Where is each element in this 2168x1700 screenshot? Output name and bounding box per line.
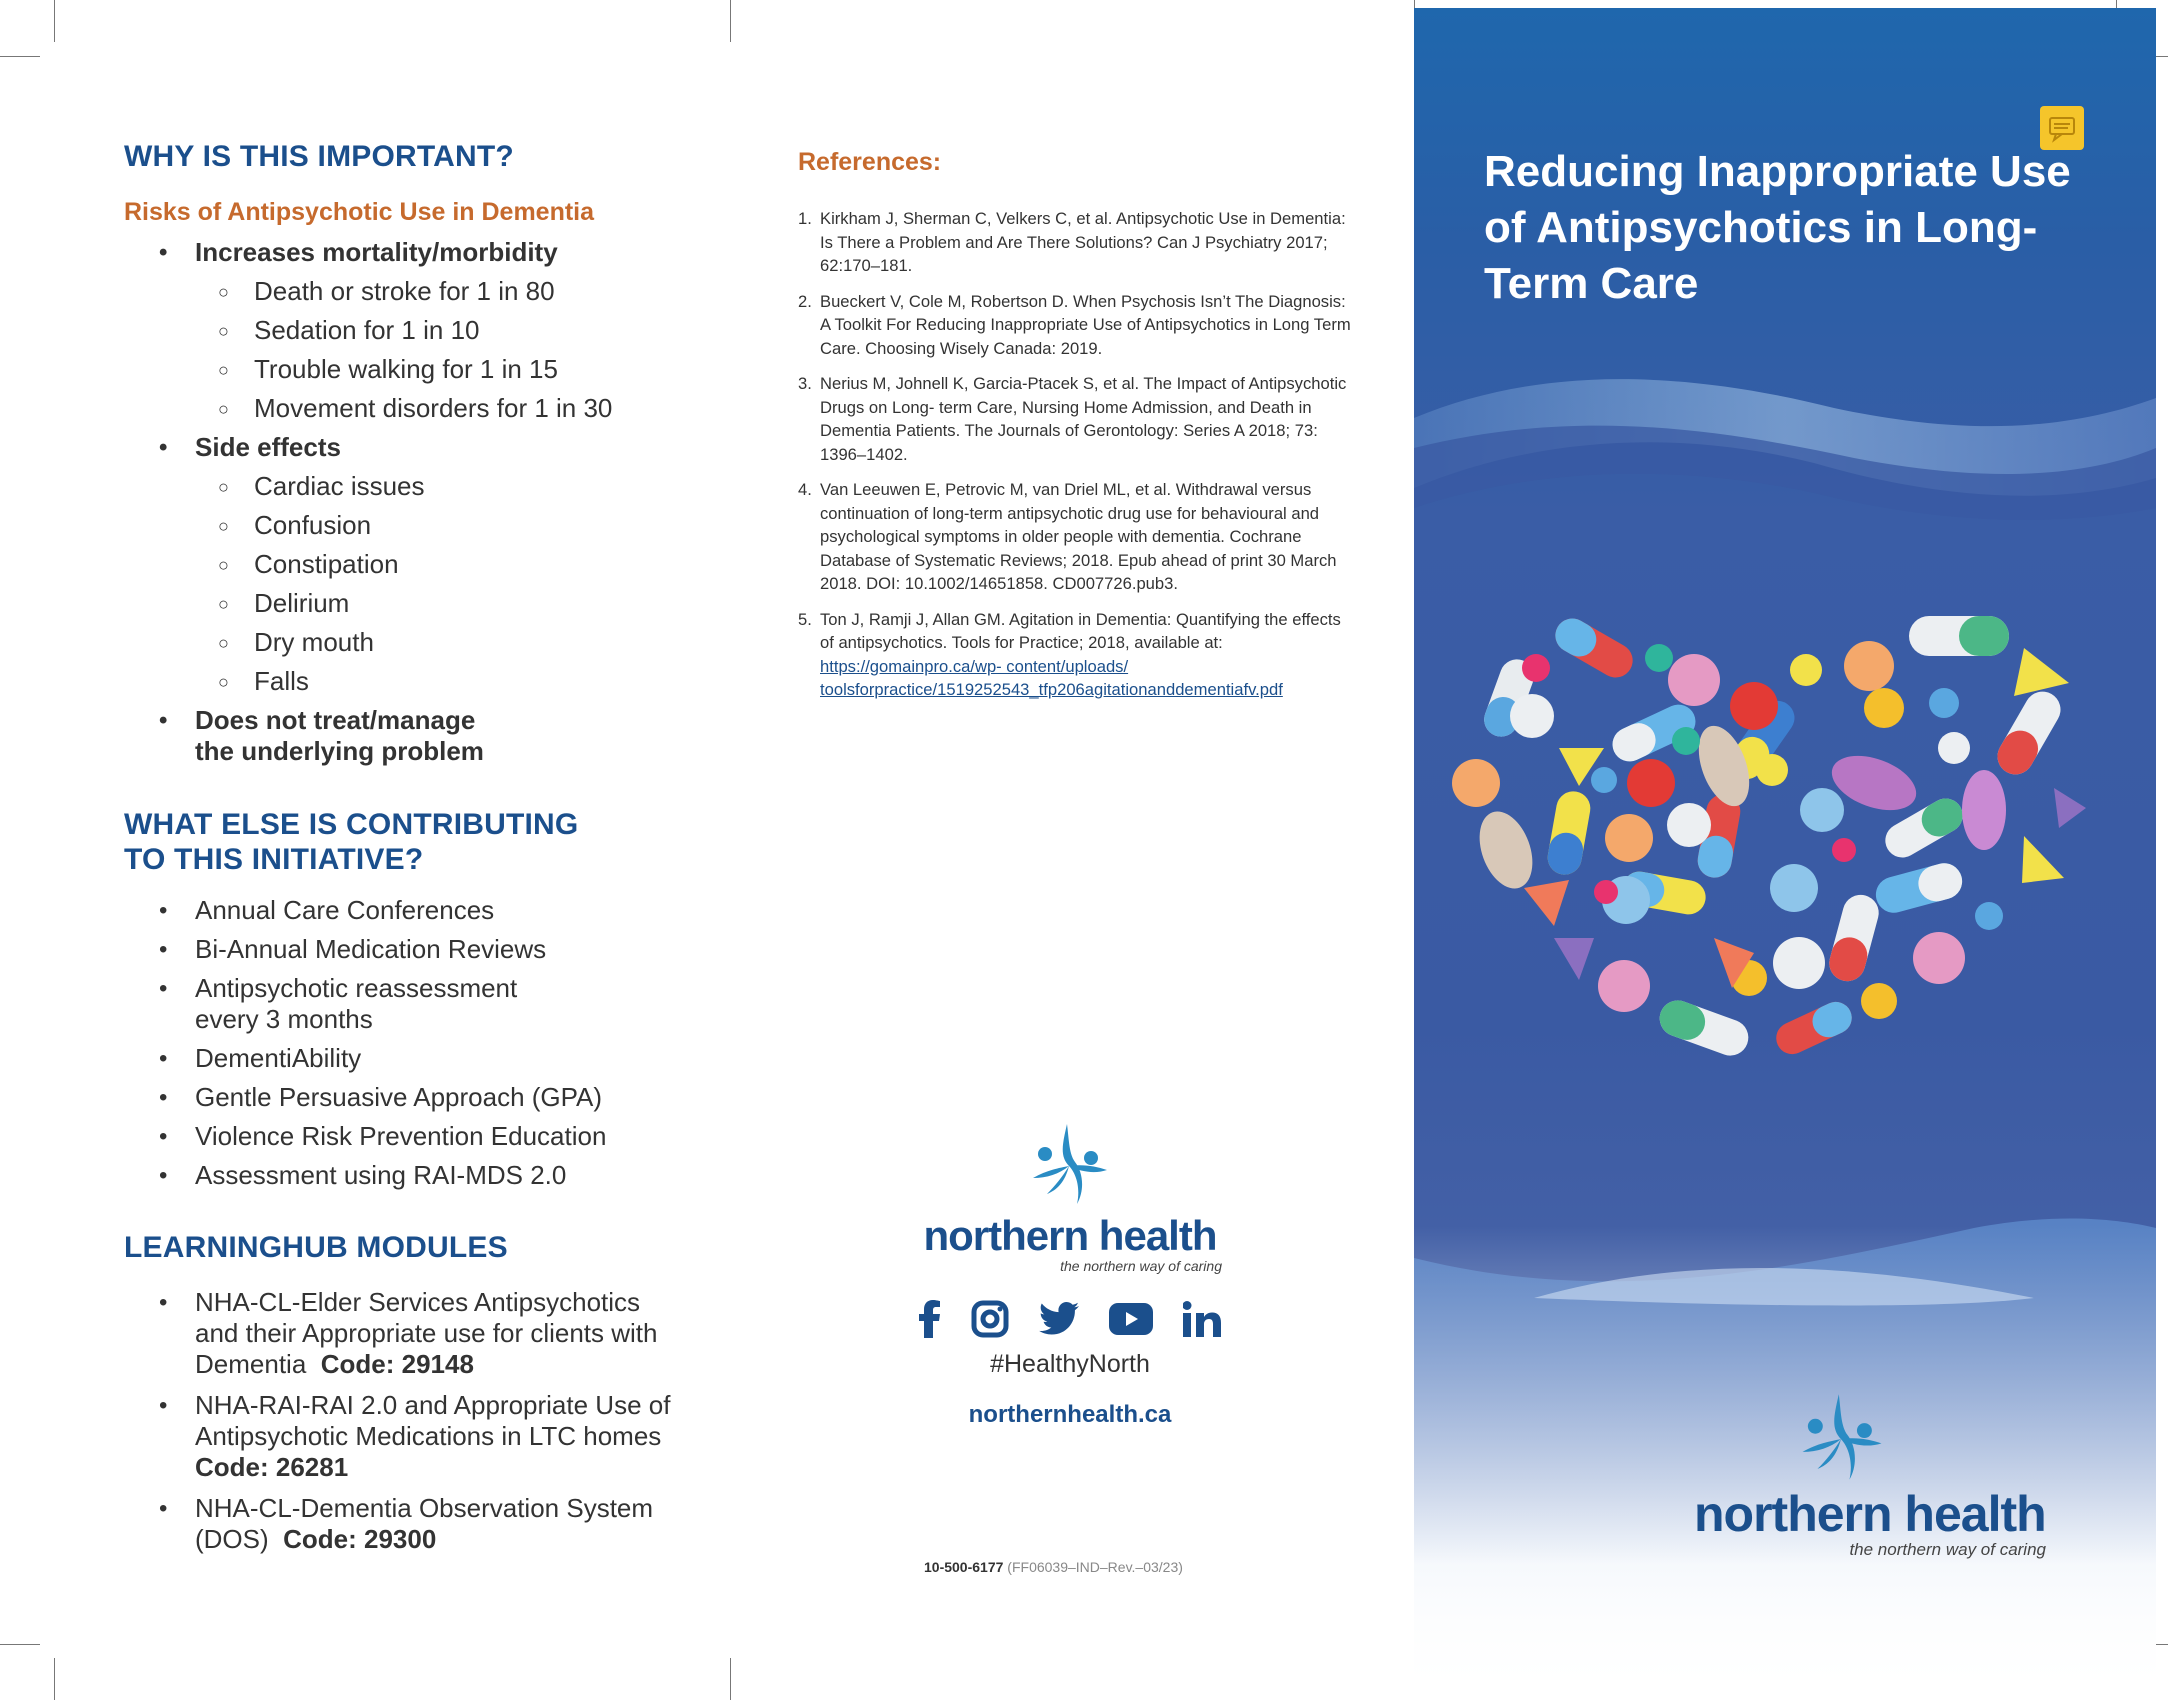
list-item: ○ Cardiac issues [124,471,684,502]
website-link[interactable]: northernhealth.ca [968,1401,1172,1428]
crop-mark [54,0,55,42]
list-item: • Violence Risk Prevention Education [124,1121,684,1152]
list-item: ○ Falls [124,666,684,697]
references-list [798,207,1358,702]
cover-logo-block [1694,1388,2094,1560]
list-item: ○ Movement disorders for 1 in 30 [124,393,684,424]
risk-mortality: • Increases mortality/morbidity [124,237,684,268]
crop-mark [0,56,40,57]
reference-item [798,207,1358,278]
list-item: • Gentle Persuasive Approach (GPA) [124,1082,684,1113]
list-item: • Annual Care Conferences [124,895,684,926]
left-panel [124,140,684,1555]
list-item: • DementiAbility [124,1043,684,1074]
cover-title: Reducing Inappropriate Use of Antipsychotics in Long-Term Care [1484,147,2071,308]
reference-text: Kirkham J, Sherman C, Velkers C, et al. Antipsychotic Use in Dementia: Is There a Problem and Are There Solutions? Can J Psychiatry 2017; 62:170–181. [820,209,1346,275]
pills [1452,612,2086,1060]
module-item [124,1287,685,1380]
module-title: NHA-CL-Dementia Observation System (DOS) [195,1493,654,1554]
risks-list [124,237,684,767]
crop-mark [730,1658,731,1700]
cover-brand-tagline: the northern way of caring [1849,1540,2046,1559]
reference-link[interactable]: https://gomainpro.ca/wp- content/uploads/ toolsforpractice/1519252543_tfp206agitationanddementiafv.pdf [820,656,1283,699]
reference-text: Nerius M, Johnell K, Garcia-Ptacek S, et al. The Impact of Antipsychotic Drugs on Long- term Care, Nursing Home Admission, and Death in Dementia Patients. The Journals of Gerontology: Series A 2018; 73: 1396–1402. [820,374,1347,464]
reference-number: 1. [798,209,812,228]
form-number-line [924,1559,1183,1575]
twitter-icon[interactable] [1039,1302,1079,1336]
youtube-icon[interactable] [1109,1303,1153,1335]
crop-mark [0,1644,40,1645]
modules-list [124,1287,684,1555]
reference-text: Bueckert V, Cole M, Robertson D. When Psychosis Isn’t The Diagnosis: A Toolkit For Reducing Inappropriate Use of Antipsychotics in Long Term Care. Choosing Wisely Canada: 2019. [820,291,1351,358]
instagram-icon[interactable] [971,1300,1009,1338]
contrib-heading: WHAT ELSE IS CONTRIBUTING TO THIS INITIATIVE? [124,808,579,876]
reference-text: Van Leeuwen E, Petrovic M, van Driel ML, et al. Withdrawal versus continuation of long-term antipsychotic drug use for behavioural and psychological symptoms in older people with dementia. Cochrane Database of Systematic Reviews; 2018. Epub ahead of print 30 March 2018. DOI: 10.1002/14651858. CD007726.pub3. [820,480,1337,593]
middle-logo-block [900,1120,1240,1429]
list-item: ○ Sedation for 1 in 10 [124,315,684,346]
list-item: ○ Constipation [124,549,684,580]
module-code: Code: 29148 [320,1349,474,1379]
module-item [124,1390,685,1483]
cover-panel [1414,8,2156,1700]
hashtag: #HealthyNorth [990,1350,1150,1378]
list-item: ○ Death or stroke for 1 in 80 [124,276,684,307]
list-item: • Antipsychotic reassessment every 3 months [124,973,545,1035]
reference-number: 3. [798,374,812,393]
list-item: ○ Dry mouth [124,627,684,658]
list-item: ○ Delirium [124,588,684,619]
list-item: ○ Trouble walking for 1 in 15 [124,354,684,385]
northern-health-logo-icon [1025,1120,1115,1210]
crop-mark [730,0,731,42]
references-heading: References: [798,148,942,176]
cover-brand-name: northern health [1694,1486,2046,1542]
middle-panel [798,148,1358,714]
reference-item [798,478,1358,596]
why-heading: WHY IS THIS IMPORTANT? [124,140,514,173]
brand-name: northern health [923,1212,1217,1259]
list-item: • Assessment using RAI-MDS 2.0 [124,1160,684,1191]
risk-side-effects: • Side effects [124,432,684,463]
reference-number: 4. [798,480,812,499]
list-item: • Bi-Annual Medication Reviews [124,934,684,965]
contrib-list [124,895,684,1191]
module-code: Code: 29300 [283,1524,437,1554]
risks-heading: Risks of Antipsychotic Use in Dementia [124,198,595,226]
facebook-icon[interactable] [919,1300,941,1338]
reference-number: 5. [798,609,812,629]
linkedin-icon[interactable] [1183,1301,1221,1337]
brand-tagline: the northern way of caring [1060,1258,1222,1274]
module-code: Code: 26281 [195,1452,349,1482]
social-icons [900,1300,1240,1338]
pill-heart-illustration [1414,588,2156,1148]
module-item [124,1493,695,1555]
crop-mark [54,1658,55,1700]
reference-number: 2. [798,291,812,311]
learninghub-heading: LEARNINGHUB MODULES [124,1231,508,1264]
northern-health-logo-icon [1794,1388,1890,1488]
module-title: NHA-RAI-RAI 2.0 and Appropriate Use of Antipsychotic Medications in LTC homes [195,1390,671,1451]
reference-item [798,290,1358,361]
form-revision: (FF06039–IND–Rev.–03/23) [1007,1559,1183,1575]
risk-underlying-problem: • Does not treat/manage the underlying problem [124,705,505,767]
reference-text: Ton J, Ramji J, Allan GM. Agitation in Dementia: Quantifying the effects of antipsychotics. Tools for Practice; 2018, available at: [820,609,1341,652]
module-title: NHA-CL-Elder Services Antipsychotics and their Appropriate use for clients with Dementia [195,1287,658,1379]
reference-item [798,372,1358,466]
list-item: ○ Confusion [124,510,684,541]
reference-item [798,608,1358,702]
form-number: 10-500-6177 [924,1559,1004,1575]
